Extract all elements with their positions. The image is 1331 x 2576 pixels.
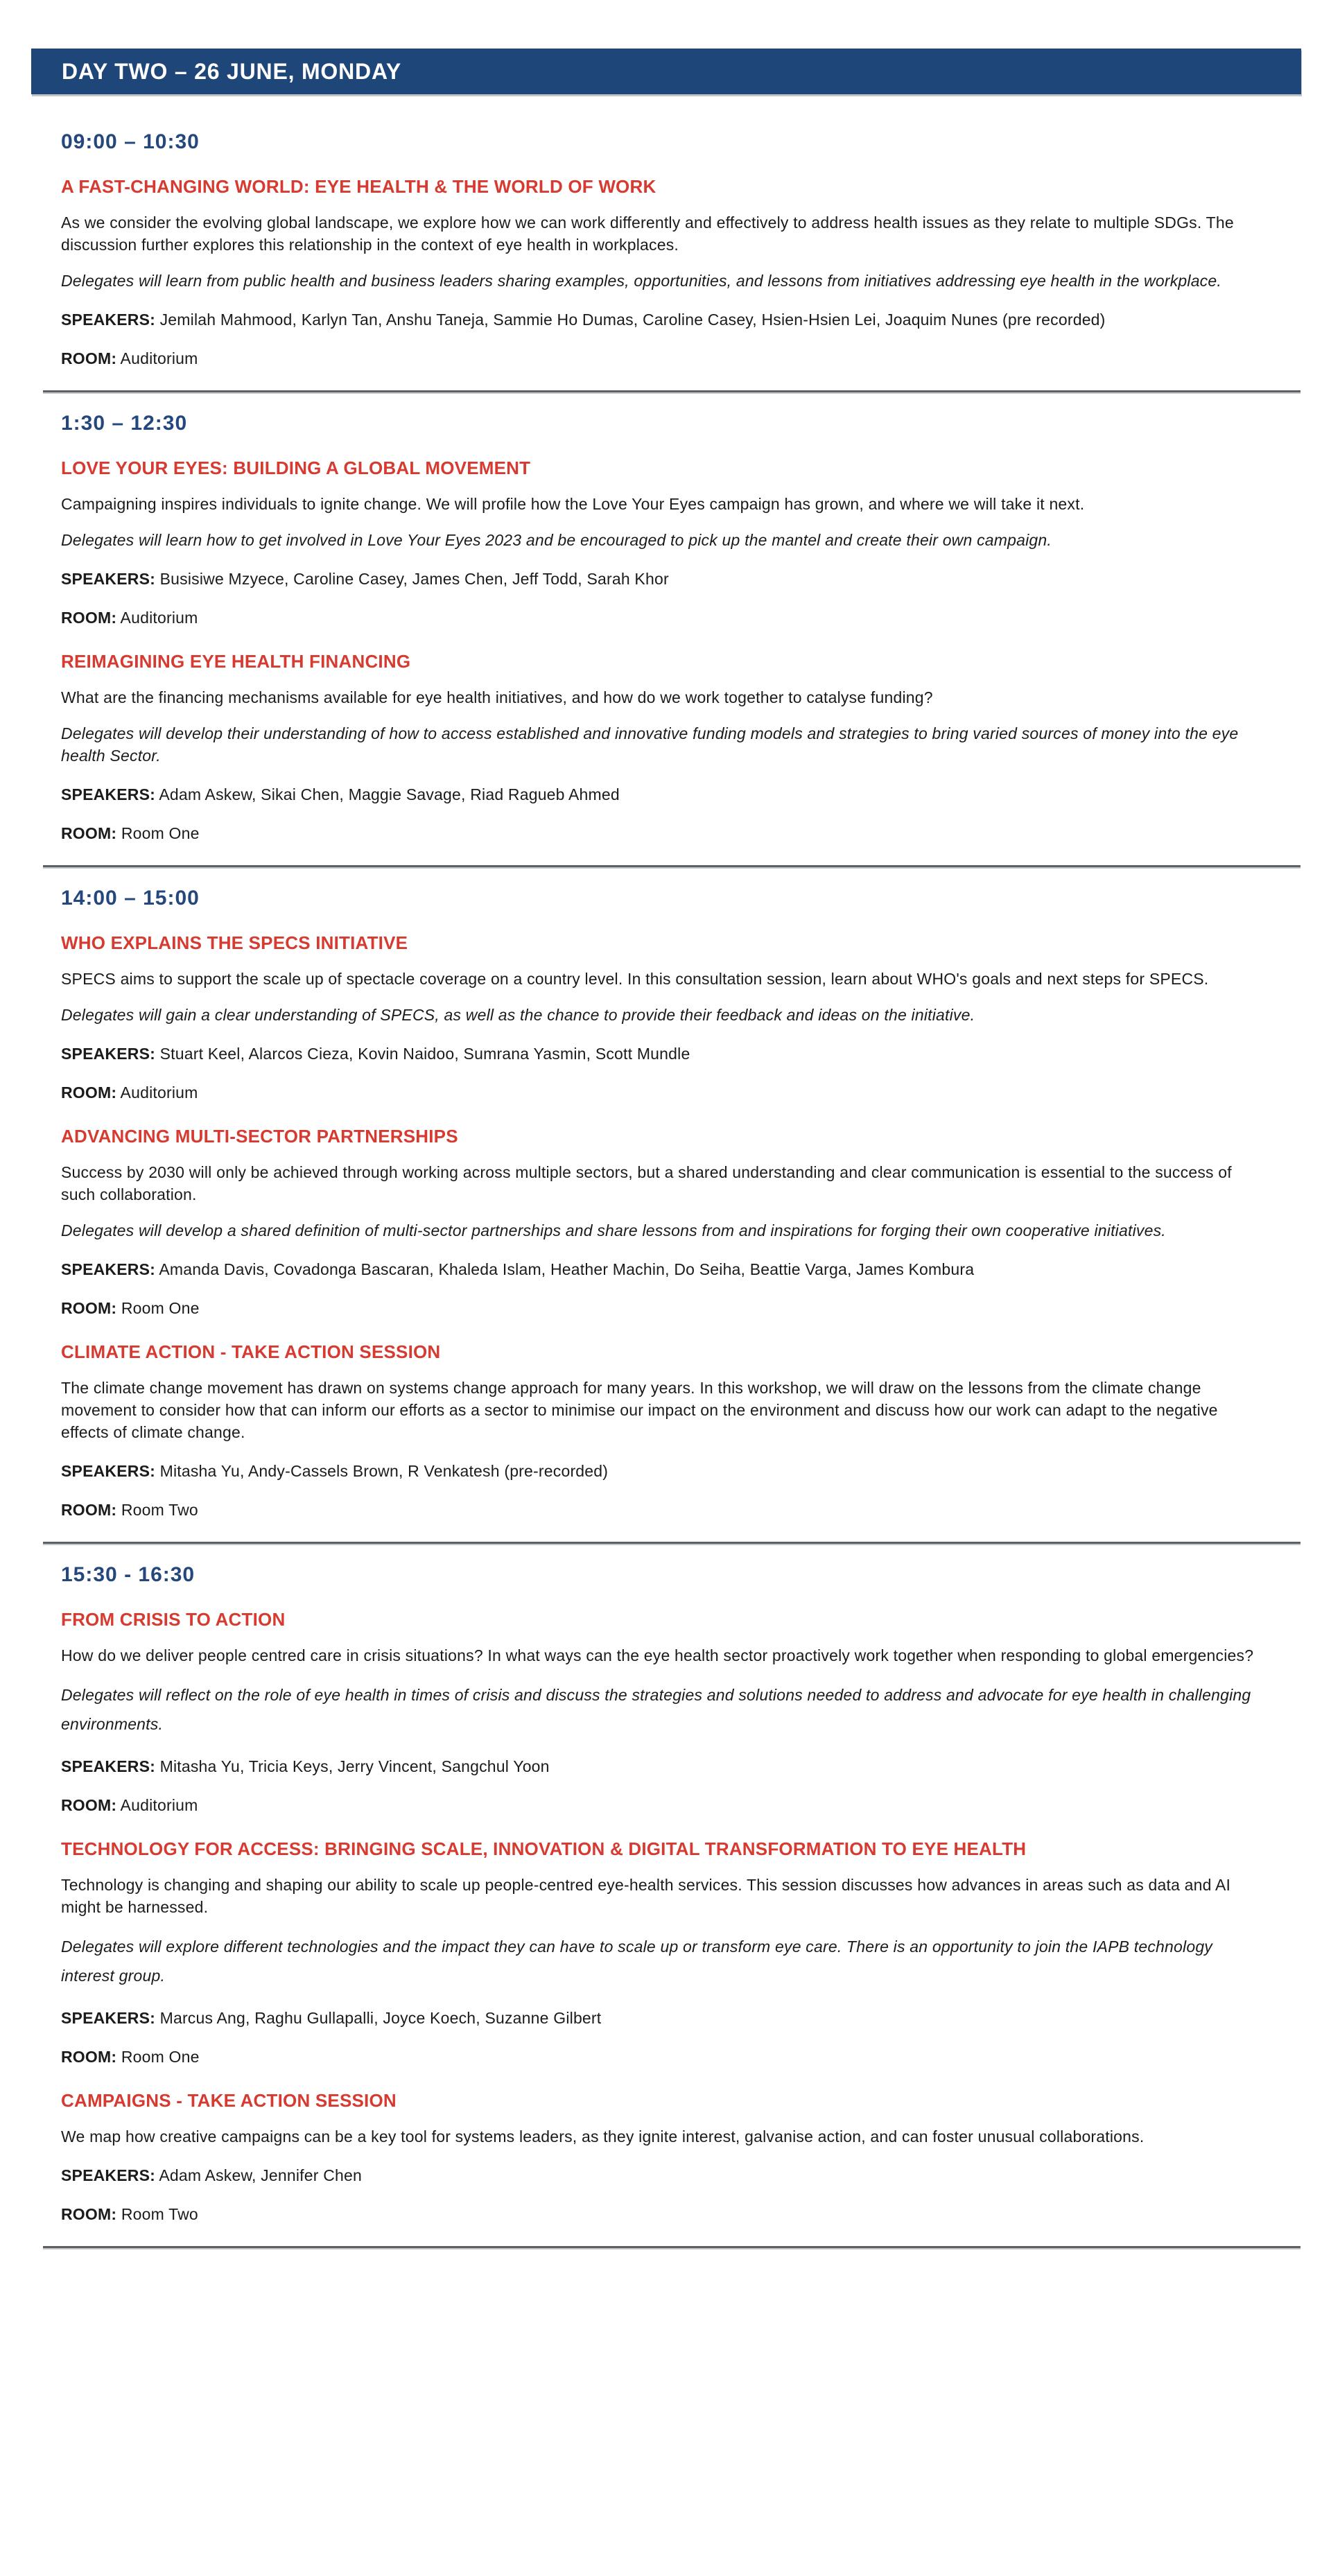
session-description: We map how creative campaigns can be a key tool for systems leaders, as they ignite interest, galvanise action, and can foster unusual collaborations. [61,2127,1145,2146]
room-label: ROOM: [61,1501,117,1519]
session-delegates-note: Delegates will develop their understanding of how to access established and innovative funding models and strategies to bring varied sources of money into the eye health Sector. [61,724,1239,765]
day-banner [31,49,1301,94]
room-label: ROOM: [61,824,117,842]
time-slot-heading: 14:00 – 15:00 [61,887,200,910]
time-block [61,130,1282,392]
speakers-label: SPEAKERS: [61,311,155,329]
room-label: ROOM: [61,1084,117,1102]
speakers-line [61,2007,1260,2029]
section-divider [43,865,1300,867]
session-description: Success by 2030 will only be achieved through working across multiple sectors, but a shared understanding and clear communication is essential to the success of such collaboration. [61,1163,1232,1203]
room-label: ROOM: [61,349,117,367]
speakers-label: SPEAKERS: [61,1757,155,1775]
speakers-line [61,308,1260,331]
room-line [61,1081,1260,1104]
room-name: Auditorium [120,609,198,627]
session [61,1838,1282,2068]
session [61,1341,1282,1521]
speakers-label: SPEAKERS: [61,1462,155,1480]
speakers-names: Jemilah Mahmood, Karlyn Tan, Anshu Taneja, Sammie Ho Dumas, Caroline Casey, Hsien-Hsien Lei, Joaquim Nunes (pre recorded) [159,311,1106,329]
speakers-label: SPEAKERS: [61,2009,155,2027]
session-title: CLIMATE ACTION - TAKE ACTION SESSION [61,1341,441,1362]
session-title: TECHNOLOGY FOR ACCESS: BRINGING SCALE, INNOVATION & DIGITAL TRANSFORMATION TO EYE HEALTH [61,1838,1027,1859]
speakers-label: SPEAKERS: [61,785,155,803]
session [61,176,1282,369]
room-name: Room One [121,2048,200,2066]
session-description: What are the financing mechanisms available for eye health initiatives, and how do we work together to catalyse funding? [61,688,933,706]
time-block [61,1563,1282,2248]
speakers-line [61,1258,1260,1280]
time-slot-heading: 1:30 – 12:30 [61,412,188,435]
session-delegates-note: Delegates will learn how to get involved in Love Your Eyes 2023 and be encouraged to pick up the mantel and create their own campaign. [61,531,1052,549]
session-title: ADVANCING MULTI-SECTOR PARTNERSHIPS [61,1126,458,1147]
session [61,458,1282,629]
session-title: FROM CRISIS TO ACTION [61,1609,286,1630]
session-description: Campaigning inspires individuals to ignite change. We will profile how the Love Your Eyes campaign has grown, and where we will take it next. [61,495,1085,513]
room-name: Room One [121,824,200,842]
room-name: Auditorium [120,349,198,367]
room-line [61,1794,1260,1816]
time-block [61,412,1282,867]
speakers-line [61,1460,1260,1482]
time-block [61,887,1282,1544]
speakers-line [61,783,1260,806]
speakers-line [61,1043,1260,1065]
speakers-names: Marcus Ang, Raghu Gullapalli, Joyce Koech, Suzanne Gilbert [159,2009,602,2027]
session-title: LOVE YOUR EYES: BUILDING A GLOBAL MOVEMENT [61,458,531,478]
room-name: Auditorium [120,1084,198,1102]
speakers-names: Adam Askew, Sikai Chen, Maggie Savage, Riad Ragueb Ahmed [159,785,620,803]
session-description: How do we deliver people centred care in crisis situations? In what ways can the eye health sector proactively work together when responding to global emergencies? [61,1646,1254,1664]
room-name: Room Two [121,2205,198,2223]
section-divider [43,2246,1300,2248]
session [61,2090,1282,2225]
speakers-line [61,1755,1260,1777]
room-line [61,1499,1260,1521]
session-delegates-note: Delegates will learn from public health and business leaders sharing examples, opportunities, and lessons from initiatives addressing eye health in the workplace. [61,272,1221,290]
speakers-label: SPEAKERS: [61,1260,155,1278]
room-line [61,2203,1260,2225]
time-slot-heading: 09:00 – 10:30 [61,130,200,153]
room-name: Room Two [121,1501,198,1519]
speakers-line [61,2164,1260,2186]
session [61,1609,1282,1816]
room-line [61,1297,1260,1319]
speakers-label: SPEAKERS: [61,2166,155,2184]
session-delegates-note: Delegates will reflect on the role of eye health in times of crisis and discuss the strategies and solutions needed to address and advocate for eye health in challenging environments. [61,1686,1251,1733]
session-description: The climate change movement has drawn on systems change approach for many years. In this workshop, we will draw on the lessons from the climate change movement to consider how that can inform our efforts as a sector to minimise our impact on the environment and discuss how our work can adapt to the negative effects of climate change. [61,1379,1218,1441]
speakers-names: Adam Askew, Jennifer Chen [159,2166,362,2184]
section-divider [43,390,1300,392]
speakers-line [61,568,1260,590]
speakers-label: SPEAKERS: [61,1045,155,1063]
room-label: ROOM: [61,609,117,627]
session [61,1126,1282,1319]
speakers-label: SPEAKERS: [61,570,155,588]
session-description: As we consider the evolving global landscape, we explore how we can work differently and effectively to address health issues as they relate to multiple SDGs. The discussion further explores this relationship in the context of eye health in workplaces. [61,214,1234,254]
room-label: ROOM: [61,1796,117,1814]
day-banner-title: DAY TWO – 26 JUNE, MONDAY [62,58,402,84]
session-title: REIMAGINING EYE HEALTH FINANCING [61,651,411,672]
session [61,651,1282,844]
section-divider [43,1542,1300,1544]
session-title: CAMPAIGNS - TAKE ACTION SESSION [61,2090,397,2111]
room-line [61,822,1260,844]
session-delegates-note: Delegates will explore different technologies and the impact they can have to scale up or transform eye care. There is an opportunity to join the IAPB technology interest group. [61,1938,1213,1985]
session-description: Technology is changing and shaping our ability to scale up people-centred eye-health services. This session discusses how advances in areas such as data and AI might be harnessed. [61,1876,1231,1916]
session-delegates-note: Delegates will gain a clear understanding of SPECS, as well as the chance to provide their feedback and ideas on the initiative. [61,1006,975,1024]
speakers-names: Busisiwe Mzyece, Caroline Casey, James Chen, Jeff Todd, Sarah Khor [159,570,669,588]
speakers-names: Mitasha Yu, Tricia Keys, Jerry Vincent, Sangchul Yoon [159,1757,550,1775]
room-name: Room One [121,1299,200,1317]
room-line [61,2046,1260,2068]
room-line [61,347,1260,369]
session-delegates-note: Delegates will develop a shared definition of multi-sector partnerships and share lessons from and inspirations for forging their own cooperative initiatives. [61,1221,1166,1239]
time-slot-heading: 15:30 - 16:30 [61,1563,195,1586]
agenda-content [61,130,1282,2248]
speakers-names: Mitasha Yu, Andy-Cassels Brown, R Venkatesh (pre-recorded) [159,1462,609,1480]
session [61,932,1282,1104]
room-label: ROOM: [61,2205,117,2223]
session-title: A FAST-CHANGING WORLD: EYE HEALTH & THE WORLD OF WORK [61,176,656,197]
room-label: ROOM: [61,1299,117,1317]
agenda-page [0,49,1331,2248]
room-line [61,607,1260,629]
speakers-names: Amanda Davis, Covadonga Bascaran, Khaleda Islam, Heather Machin, Do Seiha, Beattie Varga, James Kombura [159,1260,975,1278]
room-name: Auditorium [120,1796,198,1814]
speakers-names: Stuart Keel, Alarcos Cieza, Kovin Naidoo, Sumrana Yasmin, Scott Mundle [159,1045,690,1063]
session-title: WHO EXPLAINS THE SPECS INITIATIVE [61,932,408,953]
room-label: ROOM: [61,2048,117,2066]
session-description: SPECS aims to support the scale up of spectacle coverage on a country level. In this consultation session, learn about WHO's goals and next steps for SPECS. [61,970,1209,988]
